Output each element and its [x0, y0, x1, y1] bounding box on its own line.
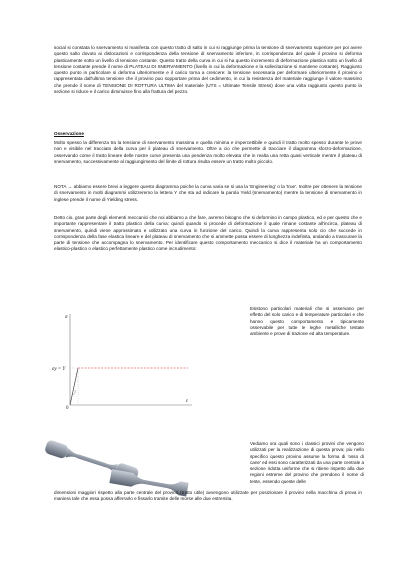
elastic-line — [70, 368, 78, 405]
paragraph-note: NOTA → abbiamo essere brevi a leggere questo diagramma poiche la curva varia se si usa la 'Engineering' o la 'true'. Inoltre per ottenere la tensione di snervamento in molti diagrammi utilizzeremo la lettera Y che sta ad indicare la parola Yield (snervamento) mentre la tensione di snervamento in inglese prende il nome di Yielding stress. — [54, 184, 362, 202]
paragraph-specimen-heads: dimensioni maggiori rispetto alla parte centrale del provino (tratto utile) avvengono utilizzate per posizionare il provino nella macchina di prova in maniera tale che essa possa afferrarlo e fissarlo tramite delle morse alle due estremita. — [54, 490, 362, 502]
y-axis-label: σ — [65, 315, 68, 320]
paragraph-yield-plateau: social si constata lo snervamento si manifesta con questo tratto di salto in cui si raggiunge prima la tensione di snervamento superiore per poi avere questo salto dovuto ai dislocazioni e corrispondenza della tensione di snervamento inferiore, in corrispondenza del quale il provino si deforma plasticamente sotto un livello di tensione costante. Questo tratto della curva in cui si ha questo incremento di deformazione plastica sotto un livello di tensione costante prende il nome di PLATEAU DI SNERVAMENTO (livello in cui la deformazione e la sollecitazione si mantiene costante). Raggiunto questo punto in particolare si deforma ulteriormente e il carico torna a crescere: la tensione necessaria per deformare ulteriormente il provino e rappresentata dall'ultima tensione che il provino puo sopportare prima del cedimento, in cui la resistenza del materiale raggiunge il valore massimo che prende il nome di TENSIONE DI ROTTURA ULTIMA del materiale (UTS = Ultimate Tensile Stress) dove una volta raggiunto questo punto la sezione si riduce e il carico diminuisce fino alla frattura del pezzo. — [54, 45, 362, 94]
side-paragraph-materials: Esistono particolari materiali che si osservano per effetto del solo carico e di temperature particolari e che hanno questo comportamento e tipicamente osservabile per tutte le leghe metalliche testate ambiente e prove di trazione ed alta temperature. — [250, 306, 364, 336]
x-axis-label: ε — [186, 399, 188, 404]
sigma-y-label: σy = Y — [52, 367, 66, 372]
section-heading: Osservazione — [54, 131, 84, 136]
paragraph-elastic-plastic: Detto cio, gran parte degli elementi meccanici che noi abbiamo a che fare, avremo bisogno che si deformino in campo plastico, ed e per questo che e importante rappresentare il tratto plastico della curva: quindi quando si procede di deformazione il quale rimane costante all'incirca, plateau di snervamento, quindi viene approssimato e utilizzato una curva in funzione del carico. Quindi la curva rappresenta solo cio che succede in corrispondenza della fase elastica lineare e del plateau di snervamento che si ammette possa essere di lunghezza indefinita, andando a trascurare la parte di tensione che accompagna lo snervamento. Per identificare questo comportamento meccanico si dice il materiale ha un comportamento elastico-plastico o elastico perfettamente plastico come incrudimento: — [54, 215, 362, 252]
stress-strain-diagram — [52, 310, 198, 411]
origin-label: 0 — [66, 406, 69, 411]
paragraph-observation: Molto spesso la differenza tra la tensione di snervamento massima e quella minima e impercettibile e quindi il tratto molto spesso durante le prove non e visibile nel tracciato della curva per il plateau di snervamento. Oltre a cio che permette di tracciare il diagramma sforzo-deformazione, osservando come il tratto lineare delle nostre curve presenta una pendenza molto elevata che in realta una retta quasi verticale mentre il plateau di snervamento, successivamente al raggiungimento del limite di rottura risulta essere un tratto molto piccolo. — [54, 140, 362, 164]
side-paragraph-specimens: Vediamo ora quali sono i classici provini che vengono utilizzati per la realizzazione di questa prova; piu nello specifico questo provino assume la forma di 'osso di cane' ed essi sono caratterizzati da una parte centrale a sezione ridotta uniforme che si ritiene rispetto alla due regioni estreme del provino che prendono il nome di teste, essendo queste delle — [250, 441, 364, 484]
